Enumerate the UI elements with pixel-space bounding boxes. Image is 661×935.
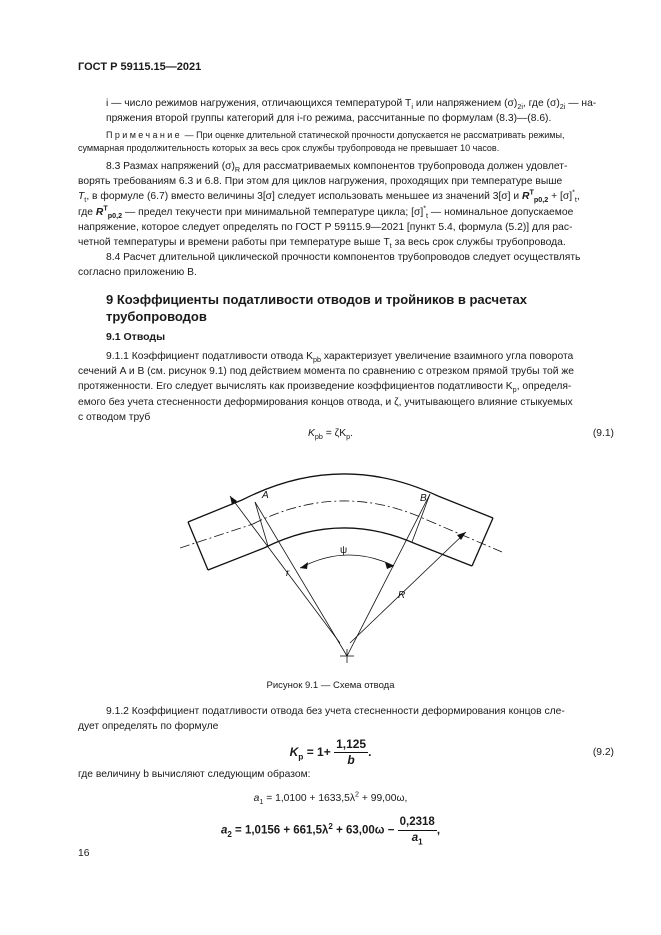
fraction: $\frac{1,125}{b}$	[336, 737, 367, 768]
bend-centerline	[253, 501, 427, 524]
text-line: ворять требованиям 6.3 и 6.8. При этом для циклов нагружения, проходящих при температуре выше	[78, 176, 563, 188]
right-pipe-outer-edge	[438, 496, 493, 518]
text-line: четной температуры и времени работы при температуре выше $T_t$ за весь срок службы трубопровода.	[78, 237, 566, 251]
text-line: Примечание — При оценке длительной статической прочности допускается не рассматривать режимы,	[106, 130, 565, 140]
equation-body: $K_p = 1+$ $\frac{1,125}{b}$ .	[289, 737, 372, 768]
arrow-psi-left	[300, 562, 308, 569]
equation-body: $a_1 = 1,0100 + 1633,5\lambda^2 + 99,00\omega$,	[253, 789, 408, 807]
label-R: R	[398, 590, 406, 601]
paragraph-i-definition	[78, 96, 614, 126]
equation-9-2	[0, 735, 661, 771]
text-line: где $R^T_{p0,2}$ — предел текучести при минимальной температуре цикла; $[\sigma]^*_t$ — номинальное допускаемое	[78, 203, 574, 220]
equation-number: (9.2)	[592, 747, 614, 758]
text-line: 9.1.1 Коэффициент податливости отвода $K_{pb}$ характеризует увеличение взаимного угла поворота	[106, 351, 574, 365]
arrow-psi-right	[385, 562, 394, 569]
paragraph-8-4	[78, 250, 614, 280]
figure-caption: Рисунок 9.1 — Схема отвода	[266, 680, 395, 691]
right-pipe-inner-edge	[416, 544, 472, 566]
text-line: 9.1.2 Коэффициент податливости отвода без учета стесненности деформирования концов сле-	[106, 706, 565, 717]
label-A: A	[262, 490, 269, 501]
dimension-R	[350, 532, 466, 643]
paragraph-9-1-2	[78, 704, 614, 734]
text-line: дует определять по формуле	[78, 721, 219, 733]
label-B: B	[420, 493, 427, 504]
note-label: Примечание	[106, 130, 183, 140]
section-heading-9	[78, 291, 614, 325]
text-line: с отводом труб	[78, 411, 151, 423]
paragraph-8-3	[78, 159, 614, 250]
text-line: 8.4 Расчет длительной циклической прочности компонентов трубопроводов следует осуществлять	[106, 252, 581, 263]
text-line: $T_t$, в формуле (6.7) вместо величины 3[σ] следует использовать меньшее из значений 3[σ] и $R^T_{p0,2} + [\sigma]^*_t$,	[78, 187, 580, 205]
page-number: 16	[78, 848, 90, 859]
radius-line-left	[255, 502, 347, 656]
text-line: i — число режимов нагружения, отличающихся температурой $T_i$ или напряжением $(\sigma)_{2i}$, где $(\sigma)_{2i}$ — на-	[106, 98, 597, 112]
fraction: $\frac{0,2318}{a_1}$	[399, 816, 435, 847]
document-header: ГОСТ Р 59115.15—2021	[78, 61, 202, 73]
equation-body: $a_2 = 1,0156 + 661,5\lambda^2 + 63,00\omega$ − $\frac{0,2318}{a_1}$ ,	[220, 816, 441, 847]
radius-line-right	[347, 494, 430, 656]
bend-outer-arc	[242, 474, 438, 500]
equation-number: (9.1)	[592, 428, 614, 439]
section-line-A	[255, 502, 268, 546]
text-line: напряжение, которое следует определять по ГОСТ Р 59115.9—2021 [пункт 5.4, формула (5.2)] для рас-	[78, 221, 573, 233]
text-line: согласно приложению В.	[78, 267, 197, 279]
label-r: r	[286, 568, 290, 579]
note-block	[78, 129, 614, 155]
subsection-heading-9-1: 9.1 Отводы	[106, 331, 166, 343]
heading-line: трубопроводов	[106, 309, 207, 324]
left-pipe-inner-edge	[208, 548, 264, 570]
text-where-b: где величину b вычисляют следующим образом:	[78, 769, 311, 780]
text-line: емого без учета стесненности деформирования концов отвода, и ζ, учитывающего влияние стыкуемых	[78, 396, 573, 408]
text-line: суммарная продолжительность которых за весь срок службы трубопровода не превышает 10 часов.	[78, 143, 500, 153]
equation-body: $K_{pb} = \zeta K_p$.	[308, 428, 353, 442]
text-line: сечений A и B (см. рисунок 9.1) под действием момента по сравнению с отрезком прямой трубы той же	[78, 366, 574, 378]
paragraph-9-1-1	[78, 349, 614, 425]
text-line: протяженности. Его следует вычислять как произведение коэффициентов податливости $K_p$, определя-	[78, 381, 572, 395]
label-psi: ψ	[340, 545, 348, 556]
dimension-r	[230, 496, 340, 643]
figure-bend-diagram	[180, 458, 510, 668]
right-centerline	[427, 520, 502, 552]
heading-line: 9 Коэффициенты податливости отводов и тройников в расчетах	[106, 292, 527, 307]
text-line: 8.3 Размах напряжений $(\sigma)_R$ для рассматриваемых компонентов трубопровода должен удовлет-	[106, 161, 568, 175]
left-pipe-end	[188, 522, 208, 570]
angle-arc-psi	[300, 555, 394, 568]
text-line: пряжения второй группы категорий для i-го режима, рассчитанные по формулам (8.3)—(8.6).	[106, 113, 552, 125]
right-pipe-end	[472, 518, 493, 566]
